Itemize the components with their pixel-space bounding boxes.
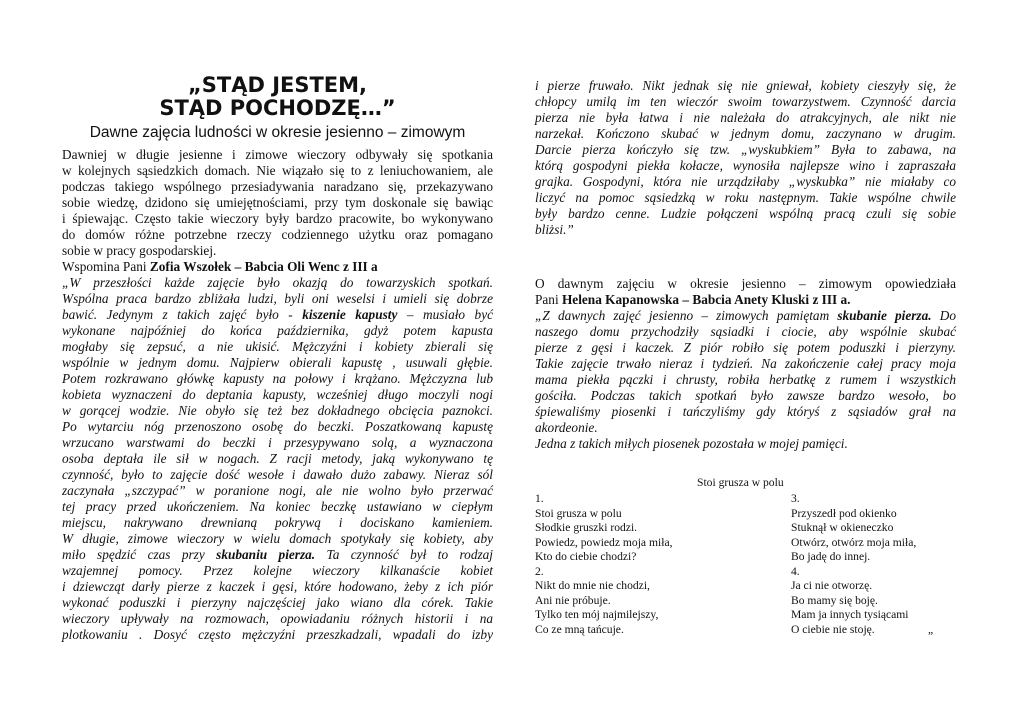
memory-line: kobieta wyznaczeni do deptania kapusty, wcześniej długo moczyli nogi <box>62 387 493 402</box>
memory-line: zaczynała „szczypać” w poranione nogi, ale nie wolno było przerwać <box>62 483 493 498</box>
continuation-line: były bardzo cenne. Ludzie połączeni wspólną pracą czuli się sobie <box>535 206 956 221</box>
continuation-line: i pierze fruwało. Nikt jednak się nie gniewał, kobiety cieszyły się, że <box>535 78 956 93</box>
poem-line: O ciebie nie stoję. <box>791 622 875 636</box>
memory-line: plotkowaniu . Dosyć często mężczyźni przeszkadzali, wpadali do izby <box>62 627 493 642</box>
speaker2-prefix: Pani <box>535 292 562 307</box>
memory-line: wykonać poduszki i pierzyny najczęściej jako wiano dla córek. Takie <box>62 595 493 610</box>
memory2-line: Jedna z takich miłych piosenek pozostała w mojej pamięci. <box>535 436 848 451</box>
intro2-line: O dawnym zajęciu w okresie jesienno – zimowym opowiedziała <box>535 276 956 291</box>
intro-line: sobie wiedzę, dzidono się umiejętnościami, przy tym doskonale się bawiąc <box>62 195 493 210</box>
poem-line: Mam ja innych tysiącami <box>791 608 909 621</box>
continuation-line: Darcie pierza kończyło się tzw. „wyskubkiem” Była to zabawa, na <box>535 142 956 157</box>
memory2-line: mama piekła pączki i chrusty, robiła herbatkę z rumem i wszystkich <box>535 372 956 387</box>
memory-line: wspólnie w jednym domu. Najpierw obierali kapustę , usuwali głębie. <box>62 355 493 370</box>
memory-line: w gorącej wodzie. Nie obyło się też bez dokładnego obcięcia paznokci. <box>62 403 493 418</box>
intro-line: do domów różne potrzebne rzeczy codziennego użytku oraz pomagano <box>62 227 493 242</box>
memory-line: wieczory upływały na rozmowach, opowiadaniu różnych historii i na <box>62 611 493 626</box>
memory-line <box>62 547 493 563</box>
memory-line: mogłaby się zepsuć, a nie ukisić. Mężczyźni i kobiety zbierali się <box>62 339 493 354</box>
speaker-line <box>62 259 493 275</box>
memory-line <box>62 307 493 323</box>
memory2-line: gościła. Podczas takich spotkań było zawsze bardzo wesoło, bo <box>535 388 956 403</box>
poem-line: Tylko ten mój najmilejszy, <box>535 608 659 621</box>
continuation-line: którą gospodyni piekła kołacze, wynosiła najlepsze wino i zapraszała <box>535 158 956 173</box>
poem-line: Powiedz, powiedz moja miła, <box>535 535 673 549</box>
memory-text: Ta czynność był to rodzaj <box>315 547 493 562</box>
continuation-line: grajka. Gospodyni, która nie urządziłaby „wyskubka” nie miałaby co <box>535 174 956 189</box>
poem-line: Stoi grusza w polu <box>535 506 622 520</box>
memory2-line: naszego domu przychodziły sąsiadki i ciocie, aby wspólnie skubać <box>535 324 956 339</box>
intro-line: podczas takiego wspólnego przesiadywania naradzano się, przekazywano <box>62 179 493 194</box>
highlight-skubanie-pierza: skubaniu pierza. <box>216 547 316 562</box>
memory-line: osoba deptała ile sił w nogach. Z racji metody, jaką wykonywano tę <box>62 451 493 466</box>
page-title-line-2: STĄD POCHODZĘ…” <box>159 96 396 120</box>
memory-line: i dziewcząt darły pierze z kaczek i gęsi, które hodowano, żeby z ich piór <box>62 579 493 594</box>
poem-line: 3. <box>791 492 800 505</box>
poem-line: 4. <box>791 564 800 578</box>
intro-line: Dawniej w długie jesienne i zimowe wieczory odbywały się spotkania <box>62 147 493 162</box>
highlight-skubanie-pierza: skubanie pierza. <box>837 308 932 323</box>
memory2-line <box>535 308 956 324</box>
memory-line: „W przeszłości każde zajęcie było okazją do towarzyskich spotkań. <box>62 275 493 290</box>
memory-text: miło spędzić czas przy <box>62 547 217 562</box>
poem-line: Bo jadę do innej. <box>791 550 871 563</box>
poem-line: Bo mamy się boję. <box>791 593 878 607</box>
memory-line: czynność, było to zajęcie dość wesołe i dawało dużo zabawy. Nieraz sól <box>62 467 493 482</box>
poem-line: Słodkie gruszki rodzi. <box>535 521 638 534</box>
memory2-line: śpiewaliśmy piosenki i tańczyliśmy gdy któryś z sąsiadów grał na <box>535 404 956 419</box>
memory2-line: akordeonie. <box>535 420 598 435</box>
memory-line: miejscu, nakrywano drewnianą pokrywą i dociskano kamieniem. <box>62 515 493 530</box>
continuation-line: liczyć na pomoc sąsiedzką w roku następnym. Takie wspólne chwile <box>535 190 956 205</box>
intro-line: sobie w pracy gospodarskiej. <box>62 243 217 258</box>
memory-line: tej pracy przed ukończeniem. Na koniec beczkę ustawiano w ciepłym <box>62 499 493 514</box>
page-title-line-1: „STĄD JESTEM, <box>187 73 368 97</box>
continuation-line: pierza nie była łatwa i nie należała do atrakcyjnych, ale nikt nie <box>535 110 956 125</box>
poem-line: 2. <box>535 564 544 578</box>
memory2-line: pierze z gęsi i kaczek. Z piór robiło się potem poduszki i pierzyny. <box>535 340 956 355</box>
poem-line: Otwórz, otwórz moja miła, <box>791 535 917 549</box>
subtitle: Dawne zajęcia ludności w okresie jesienno – zimowym <box>89 124 466 141</box>
memory-line: wzajemnej pomocy. Przez kolejne wieczory kilkanaście kobiet <box>62 563 493 578</box>
continuation-line: narzekał. Kończono skubać w jednym domu, zaczynano w drugim. <box>535 126 956 141</box>
memory-line: Potem rozkrawano główkę kapusty na połowy i krążano. Mężczyzna lub <box>62 371 493 386</box>
memory-text: Do <box>931 308 956 323</box>
poem-line: Ani nie próbuje. <box>535 593 611 607</box>
memory-line: wrzucano warstwami do beczki i przesypywano solą, a wyznaczona <box>62 435 493 450</box>
memory-line: Wspólna praca bardzo zbliżała ludzi, byli oni weselsi i umieli się dobrze <box>62 291 493 306</box>
memory-line: W długie, zimowe wieczory w wielu domach spotykały się kobiety, aby <box>62 531 493 546</box>
intro-line: i śpiewając. Często takie wieczory były bardzo pracowite, bo wykonywano <box>62 211 493 226</box>
continuation-line: bliżsi.” <box>535 222 574 237</box>
poem-line: Kto do ciebie chodzi? <box>535 550 637 563</box>
memory-text: – musiało być <box>397 307 493 322</box>
memory-text: bawić. Jedynym z takich zajęć było - <box>62 307 303 322</box>
poem-line: Ja ci nie otworzę. <box>791 579 873 592</box>
memory-text: „Z dawnych zajęć jesienno – zimowych pamiętam <box>535 308 838 323</box>
poem-line: Stuknął w okieneczko <box>791 521 894 534</box>
speaker-prefix: Wspomina Pani <box>62 259 150 274</box>
memory-line: wykonane najpóźniej do końca października, gdyż potem kapusta <box>62 323 493 338</box>
intro-line: w kolejnych sąsiedzkich domach. Nie wiązało się to z leniuchowaniem, ale <box>62 163 493 178</box>
poem-line: Co ze mną tańcuje. <box>535 622 624 636</box>
poem-line: Przyszedł pod okienko <box>791 506 897 520</box>
poem-line: 1. <box>535 492 544 505</box>
poem-line: Nikt do mnie nie chodzi, <box>535 579 650 592</box>
speaker2-name: Helena Kapanowska – Babcia Anety Kluski z III a. <box>561 292 851 307</box>
memory2-line: Takie zajęcie trwało nieraz i tydzień. Na zakończenie całej pracy moja <box>535 356 956 371</box>
speaker-name: Zofia Wszołek – Babcia Oli Wenc z III a <box>149 259 378 274</box>
continuation-line: chłopcy umilą im ten wieczór swoim towarzystwem. Czynność darcia <box>535 94 956 109</box>
closing-quote: „ <box>928 623 934 636</box>
poem-title: Stoi grusza w polu <box>697 476 784 489</box>
highlight-kiszenie-kapusty: kiszenie kapusty <box>302 307 398 322</box>
memory-line: Po wytarciu nóg przenoszono osobę do beczki. Poszatkowaną kapustę <box>62 419 493 434</box>
speaker2-line <box>535 292 956 308</box>
